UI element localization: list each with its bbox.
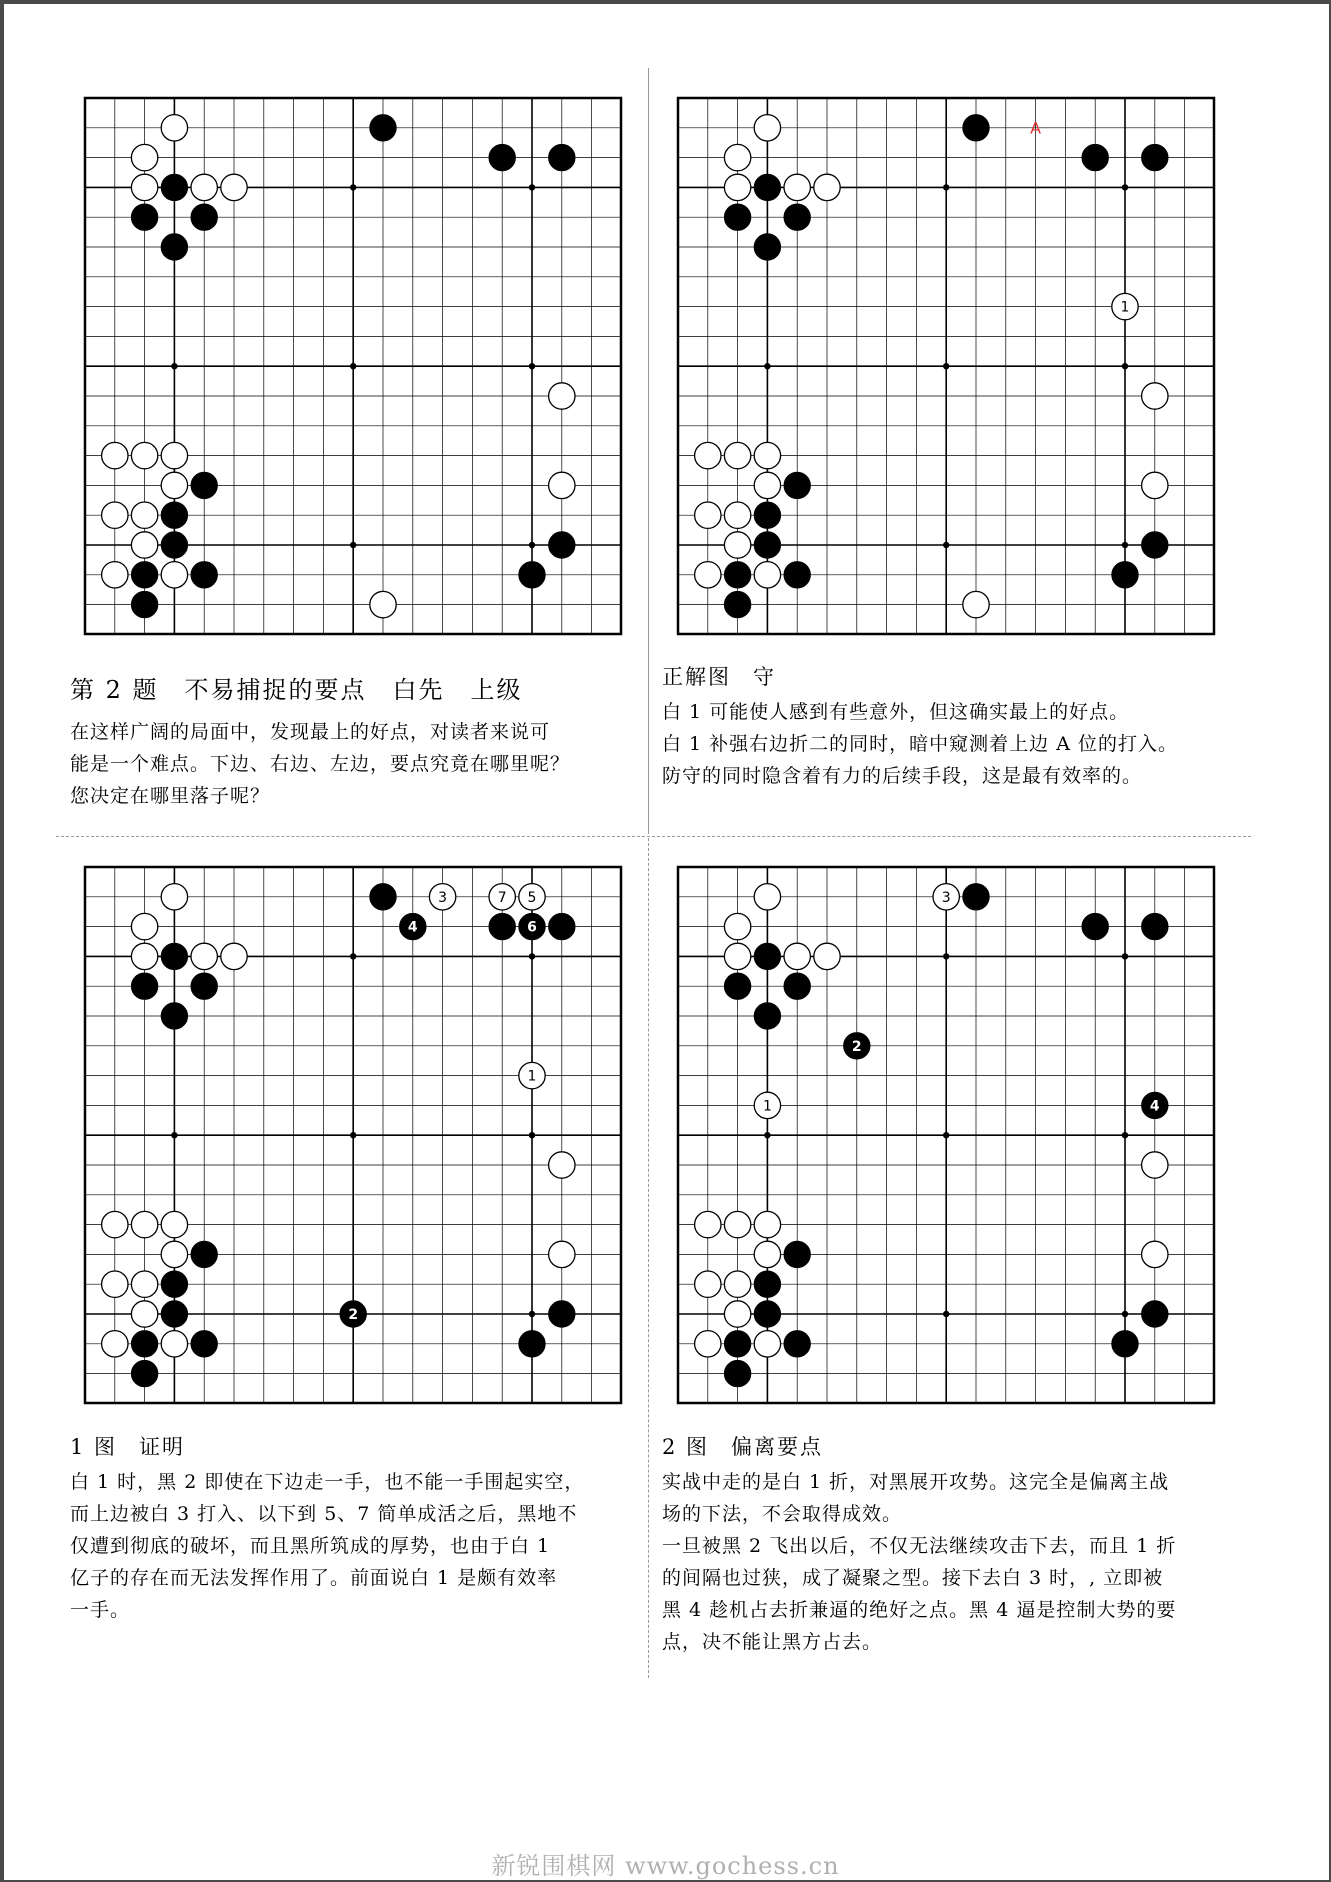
- black-stone: [784, 204, 810, 230]
- white-move-stone: [754, 1092, 780, 1118]
- white-stone: [102, 1211, 128, 1237]
- figure1-heading: [70, 1432, 640, 1462]
- white-stone: [549, 1241, 575, 1267]
- answer-text-line: 白 1 补强右边折二的同时，暗中窥测着上边 A 位的打入。: [662, 733, 1178, 755]
- figure1-text-line: 仅遭到彻底的破坏，而且黑所筑成的厚势，也由于白 1: [70, 1535, 551, 1557]
- problem-text-line: 能是一个难点。下边、右边、左边，要点究竟在哪里呢？: [70, 753, 571, 775]
- black-stone: [1142, 532, 1168, 558]
- black-stone: [191, 1331, 217, 1357]
- answer-title: 正解图: [662, 665, 731, 689]
- white-stone: [102, 1271, 128, 1297]
- white-stone: [131, 144, 157, 170]
- white-stone: [784, 943, 810, 969]
- white-stone: [754, 562, 780, 588]
- move-number: 1: [527, 1068, 537, 1085]
- black-stone: [1142, 144, 1168, 170]
- black-stone: [131, 204, 157, 230]
- site-watermark: 新锐围棋网 www.gochess.cn: [491, 1852, 840, 1880]
- move-number: 4: [407, 919, 418, 936]
- star-point: [943, 1311, 949, 1317]
- move-number: 3: [941, 889, 951, 906]
- column-divider-top: [648, 68, 649, 834]
- white-stone: [724, 144, 750, 170]
- black-stone: [131, 1360, 157, 1386]
- star-point: [529, 363, 535, 369]
- black-stone: [191, 973, 217, 999]
- black-stone: [784, 472, 810, 498]
- row-divider: [56, 836, 1251, 837]
- move-number: 3: [438, 889, 448, 906]
- star-point: [764, 363, 770, 369]
- figure1-subtitle: 证明: [139, 1435, 186, 1459]
- black-stone: [519, 1331, 545, 1357]
- white-stone: [131, 532, 157, 558]
- white-stone: [724, 174, 750, 200]
- white-stone: [131, 1301, 157, 1327]
- problem-level: 上级: [470, 676, 523, 704]
- black-stone: [1142, 913, 1168, 939]
- figure2-subtitle: 偏离要点: [731, 1435, 824, 1459]
- white-stone: [695, 1271, 721, 1297]
- white-stone: [754, 115, 780, 141]
- black-move-stone: [340, 1301, 366, 1327]
- white-move-stone: [1112, 293, 1138, 319]
- figure2-text-line: 一旦被黑 2 飞出以后，不仅无法继续攻击下去，而且 1 折: [662, 1535, 1177, 1557]
- star-point: [171, 1132, 177, 1138]
- white-stone: [1142, 472, 1168, 498]
- black-stone: [963, 115, 989, 141]
- white-stone: [102, 442, 128, 468]
- white-stone: [131, 913, 157, 939]
- white-stone: [724, 943, 750, 969]
- white-stone: [161, 442, 187, 468]
- white-stone: [814, 174, 840, 200]
- white-stone: [695, 1211, 721, 1237]
- answer-subtitle: 守: [753, 665, 776, 689]
- figure1-text-line: 亿子的存在而无法发挥作用了。前面说白 1 是颇有效率: [70, 1567, 558, 1589]
- white-stone: [963, 591, 989, 617]
- star-point: [764, 1132, 770, 1138]
- move-number: 1: [762, 1098, 772, 1115]
- white-stone: [754, 1211, 780, 1237]
- white-stone: [695, 1331, 721, 1357]
- board-figure2: [676, 865, 1216, 1405]
- white-stone: [131, 502, 157, 528]
- star-point: [350, 363, 356, 369]
- figure1-text-line: 而上边被白 3 打入、以下到 5、7 简单成活之后，黑地不: [70, 1503, 578, 1525]
- star-point: [943, 184, 949, 190]
- white-stone: [724, 1211, 750, 1237]
- star-point: [350, 1132, 356, 1138]
- black-stone: [191, 204, 217, 230]
- figure2-section: [662, 1432, 1262, 1658]
- black-move-stone: [400, 913, 426, 939]
- star-point: [943, 542, 949, 548]
- black-stone: [489, 144, 515, 170]
- black-stone: [784, 1331, 810, 1357]
- black-stone: [754, 1003, 780, 1029]
- star-point: [943, 363, 949, 369]
- black-stone: [161, 174, 187, 200]
- problem-text-line: 您决定在哪里落子呢？: [70, 785, 271, 807]
- white-stone: [724, 502, 750, 528]
- white-stone: [221, 174, 247, 200]
- white-stone: [754, 884, 780, 910]
- answer-text-line: 防守的同时隐含着有力的后续手段，这是最有效率的。: [662, 765, 1143, 787]
- board-problem: [83, 96, 623, 636]
- figure2-text-line: 实战中走的是白 1 折，对黑展开攻势。这完全是偏离主战: [662, 1471, 1170, 1493]
- star-point: [529, 184, 535, 190]
- black-stone: [754, 1301, 780, 1327]
- star-point: [1122, 542, 1128, 548]
- white-stone: [784, 174, 810, 200]
- point-mark-label: A: [1030, 118, 1042, 138]
- black-stone: [519, 562, 545, 588]
- black-stone: [489, 913, 515, 939]
- star-point: [529, 542, 535, 548]
- black-stone: [754, 234, 780, 260]
- white-stone: [161, 1241, 187, 1267]
- black-stone: [161, 1003, 187, 1029]
- white-stone: [161, 884, 187, 910]
- column-divider-bottom: [648, 838, 649, 1678]
- black-stone: [370, 884, 396, 910]
- star-point: [529, 1132, 535, 1138]
- white-stone: [131, 943, 157, 969]
- black-stone: [161, 234, 187, 260]
- white-stone: [191, 174, 217, 200]
- white-stone: [161, 562, 187, 588]
- star-point: [350, 542, 356, 548]
- star-point: [1122, 363, 1128, 369]
- star-point: [350, 184, 356, 190]
- star-point: [350, 953, 356, 959]
- black-stone: [963, 884, 989, 910]
- black-stone: [1142, 1301, 1168, 1327]
- figure1-section: [70, 1432, 640, 1626]
- black-stone: [724, 973, 750, 999]
- move-number: 1: [1120, 299, 1130, 316]
- black-stone: [784, 562, 810, 588]
- black-stone: [754, 532, 780, 558]
- answer-section: [662, 662, 1262, 792]
- board-figure1: [83, 865, 623, 1405]
- white-stone: [1142, 383, 1168, 409]
- white-stone: [549, 472, 575, 498]
- white-stone: [695, 562, 721, 588]
- problem-text-line: 在这样广阔的局面中，发现最上的好点，对读者来说可: [70, 721, 551, 743]
- white-stone: [102, 1331, 128, 1357]
- black-move-stone: [519, 913, 545, 939]
- white-move-stone: [933, 884, 959, 910]
- black-stone: [784, 1241, 810, 1267]
- problem-subtitle: 不易捕捉的要点: [184, 676, 367, 704]
- white-stone: [102, 562, 128, 588]
- white-stone: [814, 943, 840, 969]
- move-number: 5: [527, 889, 537, 906]
- white-stone: [754, 1241, 780, 1267]
- black-stone: [754, 174, 780, 200]
- star-point: [171, 363, 177, 369]
- go-board-svg: [83, 96, 623, 636]
- black-move-stone: [1142, 1092, 1168, 1118]
- white-stone: [754, 442, 780, 468]
- answer-heading: [662, 662, 1262, 692]
- white-stone: [549, 383, 575, 409]
- white-stone: [191, 943, 217, 969]
- go-board-svg: [83, 865, 623, 1405]
- star-point: [943, 953, 949, 959]
- black-stone: [724, 591, 750, 617]
- black-stone: [1082, 144, 1108, 170]
- white-stone: [161, 472, 187, 498]
- black-stone: [549, 1301, 575, 1327]
- white-stone: [221, 943, 247, 969]
- white-stone: [161, 115, 187, 141]
- white-stone: [131, 1211, 157, 1237]
- black-stone: [131, 973, 157, 999]
- white-stone: [724, 913, 750, 939]
- black-stone: [724, 1331, 750, 1357]
- black-stone: [131, 562, 157, 588]
- black-stone: [370, 115, 396, 141]
- star-point: [529, 953, 535, 959]
- go-board-svg: [676, 865, 1216, 1405]
- white-stone: [1142, 1241, 1168, 1267]
- white-stone: [724, 532, 750, 558]
- star-point: [1122, 1132, 1128, 1138]
- black-stone: [549, 144, 575, 170]
- move-number: 4: [1149, 1098, 1160, 1115]
- figure2-text-line: 场的下法，不会取得成效。: [662, 1503, 903, 1525]
- black-stone: [724, 1360, 750, 1386]
- black-stone: [191, 1241, 217, 1267]
- move-number: 2: [348, 1307, 359, 1323]
- figure2-text-line: 的间隔也过狭，成了凝聚之型。接下去白 3 时，, 立即被: [662, 1567, 1164, 1589]
- black-stone: [1112, 1331, 1138, 1357]
- white-stone: [724, 1301, 750, 1327]
- white-stone: [131, 1271, 157, 1297]
- problem-section: [70, 672, 640, 812]
- figure1-text-line: 一手。: [70, 1599, 131, 1621]
- white-move-stone: [519, 1062, 545, 1088]
- white-move-stone: [519, 884, 545, 910]
- black-stone: [161, 1271, 187, 1297]
- white-stone: [102, 502, 128, 528]
- black-stone: [784, 973, 810, 999]
- black-stone: [754, 943, 780, 969]
- white-stone: [754, 472, 780, 498]
- answer-text-line: 白 1 可能使人感到有些意外，但这确实最上的好点。: [662, 701, 1130, 723]
- black-stone: [549, 913, 575, 939]
- black-move-stone: [844, 1033, 870, 1059]
- problem-number: 第 2 题: [70, 676, 159, 704]
- white-stone: [161, 1331, 187, 1357]
- black-stone: [131, 591, 157, 617]
- black-stone: [191, 472, 217, 498]
- white-stone: [131, 442, 157, 468]
- figure2-text-line: 点，决不能让黑方占去。: [662, 1631, 883, 1653]
- black-stone: [191, 562, 217, 588]
- white-stone: [549, 1152, 575, 1178]
- black-stone: [724, 562, 750, 588]
- figure1-title: 1 图: [70, 1435, 118, 1459]
- white-move-stone: [429, 884, 455, 910]
- figure2-text-line: 黑 4 趁机占去折兼逼的绝好之点。黑 4 逼是控制大势的要: [662, 1599, 1177, 1621]
- white-stone: [724, 442, 750, 468]
- star-point: [1122, 953, 1128, 959]
- white-stone: [161, 1211, 187, 1237]
- white-stone: [370, 591, 396, 617]
- move-number: 7: [497, 889, 507, 906]
- black-stone: [161, 502, 187, 528]
- figure2-title: 2 图: [662, 1435, 710, 1459]
- black-stone: [754, 502, 780, 528]
- black-stone: [1082, 913, 1108, 939]
- black-stone: [549, 532, 575, 558]
- black-stone: [161, 532, 187, 558]
- star-point: [943, 1132, 949, 1138]
- black-stone: [161, 1301, 187, 1327]
- black-stone: [724, 204, 750, 230]
- star-point: [1122, 1311, 1128, 1317]
- white-stone: [754, 1331, 780, 1357]
- move-number: 2: [851, 1038, 862, 1055]
- problem-heading: [70, 672, 640, 708]
- white-stone: [1142, 1152, 1168, 1178]
- black-stone: [161, 943, 187, 969]
- move-number: 6: [527, 919, 537, 936]
- white-stone: [695, 442, 721, 468]
- star-point: [529, 1311, 535, 1317]
- white-stone: [724, 1271, 750, 1297]
- board-answer: [676, 96, 1216, 636]
- white-stone: [131, 174, 157, 200]
- black-stone: [754, 1271, 780, 1297]
- figure2-heading: [662, 1432, 1262, 1462]
- black-stone: [1112, 562, 1138, 588]
- problem-to-move: 白先: [392, 676, 445, 704]
- white-stone: [695, 502, 721, 528]
- star-point: [1122, 184, 1128, 190]
- white-move-stone: [489, 884, 515, 910]
- black-stone: [131, 1331, 157, 1357]
- go-board-svg: [676, 96, 1216, 636]
- figure1-text-line: 白 1 时，黑 2 即使在下边走一手，也不能一手围起实空，: [70, 1471, 585, 1493]
